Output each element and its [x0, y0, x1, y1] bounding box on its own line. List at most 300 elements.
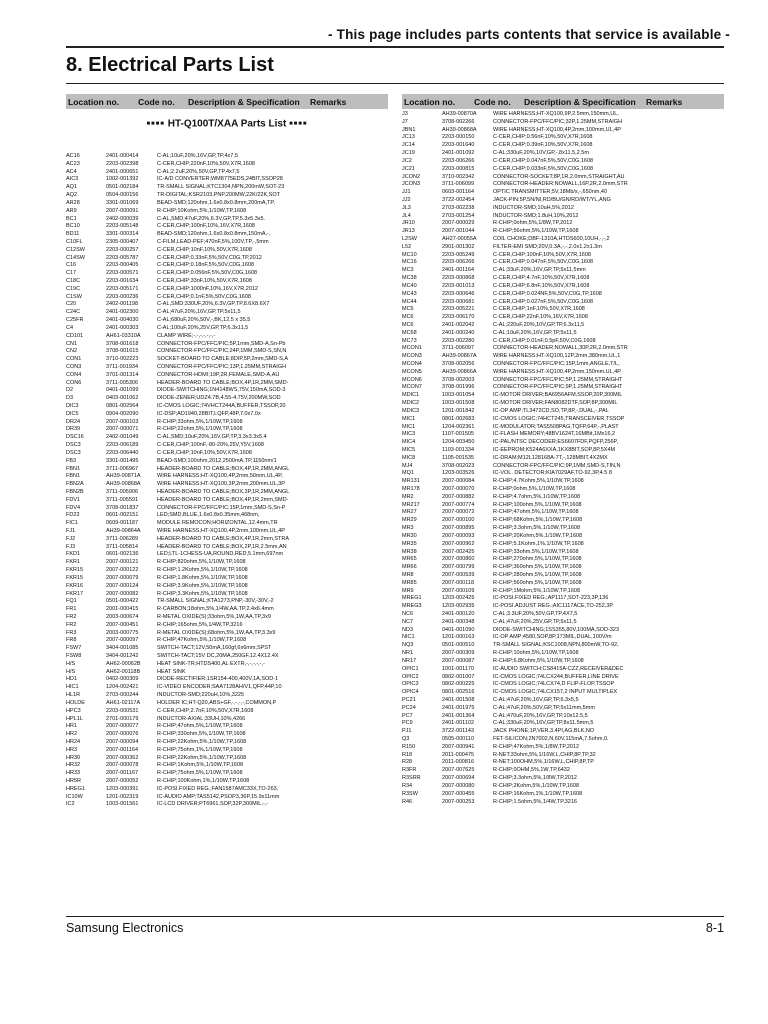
location-cell: HD1: [66, 676, 78, 683]
code-cell: 1203-000391: [106, 785, 139, 792]
code-cell: 0504-000156: [106, 192, 139, 199]
location-cell: FDV4: [66, 504, 81, 511]
table-row: [402, 705, 724, 713]
location-cell: MIC1: [402, 423, 416, 430]
location-cell: MCON4: [402, 361, 422, 367]
code-cell: 1003-001561: [106, 801, 139, 808]
code-cell: 2007-000962: [442, 540, 475, 547]
location-cell: FBN1: [66, 473, 81, 480]
table-row: [402, 627, 724, 635]
description-cell: R-CHIP;4.7Kohm,5%,1/10W,TP,1608: [493, 478, 584, 485]
code-cell: 2401-000303: [106, 324, 139, 331]
table-row: [66, 426, 388, 434]
location-cell: C24C: [66, 309, 81, 316]
description-cell: CONNECTOR-FPC/FFC/PIC;5P,1mm,SMD-A,Sn-Pb: [157, 340, 286, 347]
description-cell: C-CER,CHIP;100nF,10%,50V,X7R,1608: [493, 251, 591, 258]
code-cell: 3708-001618: [106, 340, 139, 347]
table-row: [402, 174, 724, 182]
code-cell: 2203-000531: [106, 707, 139, 714]
code-cell: 2007-000124: [106, 582, 139, 589]
code-cell: 0601-002151: [106, 512, 139, 519]
table-row: [66, 442, 388, 450]
code-cell: 3710-002342: [442, 173, 475, 180]
code-cell: 1201-001842: [442, 407, 475, 414]
description-cell: CONNECTOR-FPC/FFC/PIC;9P,1.25MM,STRAIGHT: [493, 384, 623, 391]
table-row: [402, 205, 724, 213]
location-cell: R18: [402, 751, 413, 758]
location-cell: MC10: [402, 251, 417, 258]
table-row: [66, 341, 388, 349]
footer-rule: [66, 916, 724, 917]
location-cell: AR9: [66, 207, 77, 214]
table-row: [402, 416, 724, 424]
code-cell: 0501-000510: [442, 642, 475, 649]
code-cell: 2007-000071: [106, 426, 139, 433]
location-cell: BC10: [66, 223, 80, 230]
table-row: [66, 348, 388, 356]
code-cell: 3701-001314: [106, 371, 139, 378]
code-cell: 2203-005171: [106, 285, 139, 292]
code-cell: 2007-000029: [442, 220, 475, 227]
location-cell: FR3: [66, 629, 77, 636]
description-cell: C-CER,CHIP;10nF,10%,50V,X7R,1608: [157, 246, 252, 253]
location-cell: MJ4: [402, 462, 413, 469]
code-cell: 2203-002280: [442, 337, 475, 344]
description-cell: C-CER,CHIP;0.56nF,10%,50V,X7R,1608: [493, 134, 593, 141]
table-row: [402, 330, 724, 338]
location-cell: FKR1: [66, 559, 81, 566]
code-cell: 2003-000775: [106, 629, 139, 636]
code-cell: 2007-000121: [106, 559, 139, 566]
description-cell: C-CER,CHIP;0.1nF,5%,50V,C0G,1608: [157, 293, 251, 300]
description-cell: C-AL;330uF,20%,16V,GP,TP,8x11.5mm,5: [493, 720, 594, 727]
description-cell: INDUCTOR-AXIAL;33UH,10%,4266: [157, 715, 246, 722]
table-row: [402, 228, 724, 236]
table-row: [402, 244, 724, 252]
code-cell: 1201-000163: [442, 634, 475, 641]
code-cell: 3708-002266: [442, 118, 475, 125]
code-cell: 0802-000225: [442, 681, 475, 688]
table-row: [66, 184, 388, 192]
code-cell: 2203-001634: [106, 278, 139, 284]
table-row: [66, 387, 388, 395]
code-cell: 2007-000122: [106, 567, 139, 574]
code-cell: 2007-000070: [442, 486, 475, 492]
table-row: [402, 697, 724, 705]
table-row: [66, 786, 388, 794]
code-cell: 3708-001615: [106, 348, 139, 355]
description-cell: HEADER-BOARD TO CABLE;BOX,4P,1R,2mm,STRA: [157, 535, 290, 542]
location-cell: OPIC3: [402, 681, 419, 688]
description-cell: R-CHIP;56ohm,5%,1/10W,TP,1608: [493, 228, 579, 235]
location-cell: C10FL: [66, 238, 83, 245]
description-cell: INDUCTOR-SMD;10uH,5%,2012: [493, 204, 574, 211]
description-cell: HEADER-BOARD TO CABLE;BOX,2P,1R,2.5mm,AN: [157, 543, 287, 550]
location-cell: AQ2: [66, 192, 78, 199]
table-row: [66, 301, 388, 309]
code-cell: 0505-000110: [442, 736, 475, 742]
table-row: [66, 637, 388, 645]
location-cell: DSC3: [66, 442, 81, 449]
description-cell: R-CHIP;16Kohm,1%,1/10W,TP,1608: [493, 790, 583, 797]
location-cell: DIC5: [66, 410, 79, 417]
table-row: [402, 580, 724, 588]
table-row: [402, 431, 724, 439]
description-cell: R-METAL OXIDE(S);33ohm,5%,1W,AA,TP,3x9: [157, 613, 271, 620]
table-row: [66, 450, 388, 458]
code-cell: 1003-001508: [442, 400, 475, 407]
code-cell: 2007-000362: [106, 754, 139, 761]
location-cell: FR8: [66, 637, 77, 644]
header-remarks: Remarks: [646, 96, 683, 107]
table-row: [66, 778, 388, 786]
table-row: [66, 661, 388, 669]
description-cell: R-CHIP;3.9Kohm,5%,1/10W,TP,1608: [157, 582, 248, 589]
description-cell: C-AL;2.2uF,20%,50V,GP,TP,4x7,5: [157, 168, 240, 175]
location-cell: MR217: [402, 501, 420, 508]
location-cell: FR2: [66, 613, 77, 620]
code-cell: 2305-000407: [106, 238, 139, 245]
location-cell: JL4: [402, 212, 411, 219]
location-cell: DIC3: [66, 403, 79, 409]
location-cell: R3SW: [402, 790, 418, 797]
description-cell: IC-PAL/NTSC DECODER;ES6607FDF,PQFP,256P,: [493, 439, 619, 446]
description-cell: R-CHIP;47Kohm,5%,1/8W,TP,2012: [493, 743, 580, 750]
table-row: [402, 658, 724, 666]
table-row: [66, 622, 388, 630]
description-cell: HEAT SINK-TR;HTDS400,AL EXTR,-,-,-,-,-,-: [157, 660, 265, 667]
description-cell: CONNECTOR-FPC/FFC/PIC;32P,1.25MM,STRAIGH: [493, 118, 623, 125]
code-cell: 2003-000674: [106, 613, 139, 620]
code-cell: 1203-003526: [442, 470, 475, 477]
location-cell: MR27: [402, 509, 417, 516]
table-row: [402, 338, 724, 346]
table-row: [402, 345, 724, 353]
code-cell: 2007-000052: [106, 778, 139, 784]
description-cell: IC-EEPROM;K524A6XXA,1KX8BIT,SOP,8P,5X4M: [493, 446, 616, 453]
code-cell: 3711-005306: [106, 379, 139, 386]
location-cell: IC10W: [66, 793, 83, 800]
description-cell: R-CHIP;22ohm,5%,1/10W,TP,1608: [157, 426, 243, 433]
location-cell: HPL1L: [66, 715, 83, 722]
code-cell: 3708-002003: [442, 376, 475, 383]
description-cell: R-CHIP;33ohm,5%,1/10W,TP,1608: [157, 418, 243, 425]
description-cell: R-CHIP;10ohm,5%,1/10W,TP,1608: [493, 650, 579, 657]
description-cell: C-CER,CHIP;0.033nF,5%,50V,C0G,1608: [493, 165, 594, 172]
table-row: [66, 169, 388, 177]
location-cell: FJ1: [66, 528, 76, 534]
location-cell: MIC4: [402, 439, 416, 446]
description-cell: R-CHIP;33ohm,5%,1/10W,TP,1608: [493, 548, 579, 555]
table-row: [66, 505, 388, 513]
location-cell: JC19: [402, 150, 415, 157]
code-cell: 2203-000646: [442, 290, 475, 297]
description-cell: IC-OP AMP;4580,SOP,8P,173MIL,DUAL,100V/m: [493, 634, 612, 641]
description-cell: C-AL;10uF,20%,16V,GP,TP,5x11,5: [493, 329, 577, 336]
description-cell: C-AL;3.3UF,20%,50V,GP,TP,4X7,5: [493, 611, 578, 617]
description-cell: C-CER,CHIP;0.01nF,0.5pF,50V,C0G,1608: [493, 337, 596, 344]
code-cell: 2007-000077: [106, 723, 139, 730]
description-cell: R-CHIP;0OHM,5%,1W,TP,6432: [493, 767, 570, 774]
description-cell: BEAD-SMD;120ohm,1.6x0.8x0.8mm,150mA,-,: [157, 231, 271, 238]
location-cell: MIC3: [402, 431, 416, 438]
code-cell: 3722-002454: [442, 196, 475, 203]
description-cell: C-CER,CHIP;1000nF,10%,16V,X7R,2012: [157, 285, 258, 292]
table-row: [402, 447, 724, 455]
description-cell: C-CER,CHIP;0.056nF,5%,50V,C0G,1608: [157, 270, 258, 277]
location-cell: J3: [402, 111, 408, 117]
table-row: [66, 403, 388, 411]
table-row: [66, 434, 388, 442]
location-cell: CON4: [66, 371, 82, 378]
description-cell: IC-MODULATOR;TAS5508PAG,TQFP,64P,-,PLAST: [493, 423, 619, 430]
description-cell: HOLDER IC;HT-Q20,ABS+GF,-,-,-,-,COMMON,P: [157, 699, 277, 706]
table-row: [66, 606, 388, 614]
location-cell: L52: [402, 243, 412, 250]
description-cell: C-AL;47uF,20%,50V,GP,TP,5x11mm,5mm: [493, 704, 595, 711]
table-row: [402, 533, 724, 541]
description-cell: BEAD-SMD;120ohm,1.6x0.8x0.8mm,200mA,TP,: [157, 199, 275, 206]
location-cell: MC3: [402, 267, 414, 274]
location-cell: CON3: [66, 363, 82, 370]
description-cell: C-CER,CHIP;22nF,10%,16V,X7R,1608: [493, 314, 588, 321]
table-row: [66, 489, 388, 497]
description-cell: IC-POSI.ADJUST REG.;AIC1117ACE,TO-252,3P: [493, 603, 614, 610]
table-row: [402, 455, 724, 463]
code-cell: 2701-000179: [106, 715, 139, 722]
description-cell: COIL CHOKE;DBF-1310A,HTDS600,10UH,-,-,2: [493, 236, 610, 242]
code-cell: 3711-005591: [106, 496, 139, 503]
code-cell: 3711-006289: [106, 535, 139, 542]
description-cell: C-CER,CHIP;0.18nF,5%,50V,C0G,1608: [157, 262, 255, 269]
table-row: [66, 294, 388, 302]
code-cell: 2007-000799: [442, 564, 475, 571]
description-cell: C-CER,CHIP;0.027nF,5%,50V,C0G,1608: [493, 298, 594, 305]
table-row: [66, 645, 388, 653]
table-row: [66, 731, 388, 739]
description-cell: HEAT SINK: [157, 668, 186, 675]
table-row: [402, 650, 724, 658]
table-row: [66, 770, 388, 778]
location-cell: DSC3: [66, 449, 81, 456]
description-cell: R-CHIP;360ohm,5%,1/10W,TP,1608: [493, 564, 582, 571]
code-cell: 2007-000100: [442, 517, 475, 524]
table-row: [66, 309, 388, 317]
code-cell: 1105-001535: [442, 454, 475, 461]
footer-page-number: 8-1: [705, 921, 724, 935]
location-cell: HREG1: [66, 785, 85, 792]
code-cell: AH61-03310A: [106, 332, 141, 339]
table-row: [402, 127, 724, 135]
code-cell: 2011-000816: [442, 759, 475, 766]
table-row: [66, 364, 388, 372]
location-cell: HPC3: [66, 707, 81, 714]
location-cell: FKD1: [66, 551, 81, 558]
table-row: [402, 759, 724, 767]
code-cell: 2007-000091: [106, 207, 139, 214]
table-row: [402, 259, 724, 267]
code-cell: 2007-000109: [442, 587, 475, 594]
description-cell: C-AL;47uF,20%,16V,GP,TP,5x11,5: [157, 309, 241, 316]
table-row: [66, 333, 388, 341]
code-cell: 2203-006440: [106, 449, 139, 456]
table-row: [66, 153, 388, 161]
table-row: [402, 408, 724, 416]
code-cell: 2007-000097: [106, 637, 139, 644]
table-row: [66, 216, 388, 224]
code-cell: 2007-000094: [106, 738, 139, 745]
code-cell: 3301-001495: [106, 457, 139, 464]
table-row: [402, 572, 724, 580]
location-cell: MIC8: [402, 454, 416, 461]
code-cell: 2007-000080: [442, 782, 475, 789]
code-cell: 2011-000475: [442, 751, 475, 758]
code-cell: 2203-001640: [442, 142, 475, 149]
code-cell: 2203-001013: [442, 282, 475, 289]
description-cell: FET-SILICON;2N7002,N,60V,115mA,7.5ohm,0.: [493, 736, 609, 742]
code-cell: 2401-002300: [106, 309, 139, 316]
table-row: [66, 630, 388, 638]
description-cell: C-CER,CHIP;0.39nF,10%,50V,X7R,1608: [493, 142, 593, 149]
description-cell: R-CHIP;0ohm,5%,1/8W,TP,2012: [493, 220, 573, 227]
description-cell: R-CHIP;330ohm,5%,1/10W,TP,1608: [157, 731, 246, 738]
code-cell: 0801-002683: [442, 415, 475, 422]
description-cell: HEADER-BOARD TO CABLE;BOX,3P,1R,2MM,ANGL: [157, 488, 290, 495]
code-cell: 2007-000860: [442, 556, 475, 563]
description-cell: IC-OP AMP;TL3472CD,SO,TP,8P,-,DUAL,-,PAL: [493, 407, 609, 414]
description-cell: CONNECTOR-HEADER;NOWALL,30P,2R,2.0mm,STR: [493, 345, 628, 352]
code-cell: 0501-002184: [106, 184, 139, 191]
code-cell: 0501-000422: [106, 598, 139, 605]
description-cell: INDUCTOR-SMD;220uH,10%,3225: [157, 692, 245, 699]
table-row: [402, 111, 724, 119]
code-cell: 2203-006170: [442, 314, 475, 321]
description-cell: C-AL,SMD;47uF,20%,6.3V,GP,TP,5.3x5.3x5.: [157, 215, 266, 222]
location-cell: NQ3: [402, 642, 414, 649]
code-cell: 0601-002136: [106, 551, 139, 558]
description-cell: R-CHIP;68Kohm,5%,1/10W,TP,1608: [493, 517, 583, 524]
table-row: [402, 213, 724, 221]
table-row: [402, 166, 724, 174]
code-cell: 0609-001187: [106, 520, 139, 527]
code-cell: AH62-00062B: [106, 660, 141, 667]
code-cell: 0401-001099: [106, 387, 139, 394]
description-cell: C-AL;10uF,20%,16V,GP,TP,4x7,5: [157, 153, 238, 159]
code-cell: 3301-000314: [106, 231, 139, 238]
location-cell: FR2: [66, 621, 77, 628]
description-cell: C-AL;33uF,20%,16V,GP,TP,5x11,5mm: [493, 267, 586, 274]
location-cell: MC43: [402, 290, 417, 297]
table-row: [402, 611, 724, 619]
table-row: [402, 353, 724, 361]
description-cell: FILTER-EMI SMD;20V,0.3A,-,-,2.0x1.2x1.3m: [493, 243, 602, 250]
location-cell: MR29: [402, 517, 417, 524]
code-cell: 2401-000414: [106, 153, 139, 159]
code-cell: 1107-001505: [442, 431, 475, 438]
code-cell: 2007-002425: [442, 548, 475, 555]
code-cell: 2007-000309: [442, 650, 475, 657]
table-row: [402, 470, 724, 478]
code-cell: 2203-000815: [442, 165, 475, 172]
location-cell: AQ1: [66, 184, 78, 191]
location-cell: JJ2: [402, 196, 411, 203]
service-notice: - This page includes parts contents that service is available -: [328, 27, 730, 42]
table-row: [66, 208, 388, 216]
code-cell: 2007-000253: [442, 798, 475, 805]
location-cell: FSW7: [66, 645, 82, 652]
description-cell: C-CER,CHIP;4.7nF,10%,50V,X7R,1608: [493, 275, 590, 282]
table-row: [402, 564, 724, 572]
code-cell: 2401-001164: [442, 267, 475, 274]
location-cell: PJ1: [402, 728, 412, 735]
location-cell: MC38: [402, 275, 417, 282]
description-cell: C-FILM,LEAD-PEF;470nF,5%,100V,TP,-,5mm: [157, 238, 269, 245]
description-cell: CONNECTOR-HEADER;NOWALL,16P,2R,2.0mm,STR: [493, 181, 628, 188]
description-cell: CONNECTOR-FPC/FFC/PIC;24P,1MM,SMD-S,SN,N: [157, 348, 287, 355]
code-cell: AH39-00864A: [106, 528, 141, 534]
table-row: [402, 377, 724, 385]
description-cell: R-METAL OXIDE(S);68ohm,5%,1W,AA,TP,3.3x9: [157, 629, 276, 636]
location-cell: MREG3: [402, 603, 422, 610]
code-cell: 2007-000079: [106, 574, 139, 581]
table-row: [402, 713, 724, 721]
location-cell: CN2: [66, 348, 78, 355]
location-cell: OPIC4: [402, 689, 419, 696]
description-cell: R-CHIP;1.2Kohm,5%,1/10W,TP,1608: [157, 567, 248, 574]
code-cell: AH39-00870A: [442, 111, 477, 117]
description-cell: C-AL,SMD;10uF,20%,16V,GP,TP,3.3x3.3x5.4: [157, 434, 267, 441]
table-row: [402, 275, 724, 283]
location-cell: Q3: [402, 736, 410, 742]
location-cell: R46: [402, 798, 413, 805]
code-cell: 2401-001092: [442, 150, 475, 157]
table-row: [402, 392, 724, 400]
code-cell: 1204-002421: [106, 684, 139, 691]
location-cell: MC6: [402, 321, 414, 328]
table-row: [402, 361, 724, 369]
location-cell: MREG1: [402, 595, 422, 602]
table-header: [66, 94, 388, 109]
location-cell: MR3: [402, 525, 414, 532]
location-cell: C25FR: [66, 317, 84, 324]
table-header: [402, 94, 724, 109]
location-cell: JCON3: [402, 181, 421, 188]
table-row: [66, 419, 388, 427]
description-cell: IC-FLASH MEMORY;48BV1624T,16MBit,1Mx16,2: [493, 431, 616, 438]
code-cell: 2703-000244: [106, 692, 139, 699]
code-cell: 2401-001508: [442, 696, 475, 703]
code-cell: 2401-002042: [442, 321, 475, 328]
location-cell: NC6: [402, 611, 414, 617]
code-cell: 2402-000039: [106, 215, 139, 222]
location-cell: MIC1: [402, 415, 416, 422]
description-cell: R-CHIP;165ohm,5%,1/4W,TP,3216: [157, 621, 243, 628]
table-row: [66, 473, 388, 481]
location-cell: FDV1: [66, 496, 81, 503]
table-row: [402, 158, 724, 166]
description-cell: R-CHIP;820ohm,5%,1/10W,TP,1608: [157, 559, 246, 566]
description-cell: R-CHIP;1.5ohm,5%,1/4W,TP,3216: [493, 798, 577, 805]
table-row: [66, 247, 388, 255]
location-cell: JR13: [402, 228, 415, 235]
code-cell: 2007-000895: [442, 525, 475, 532]
table-row: [402, 595, 724, 603]
table-row: [66, 559, 388, 567]
top-rule: [66, 46, 724, 48]
code-cell: 2007-000882: [442, 493, 475, 500]
description-cell: HEADER-BOARD TO CABLE;BOX,4P,1R,2mm,SMD-: [157, 496, 289, 503]
description-cell: R-CHIP;3.3ohm,5%,1/8W,TP,2012: [493, 775, 577, 782]
